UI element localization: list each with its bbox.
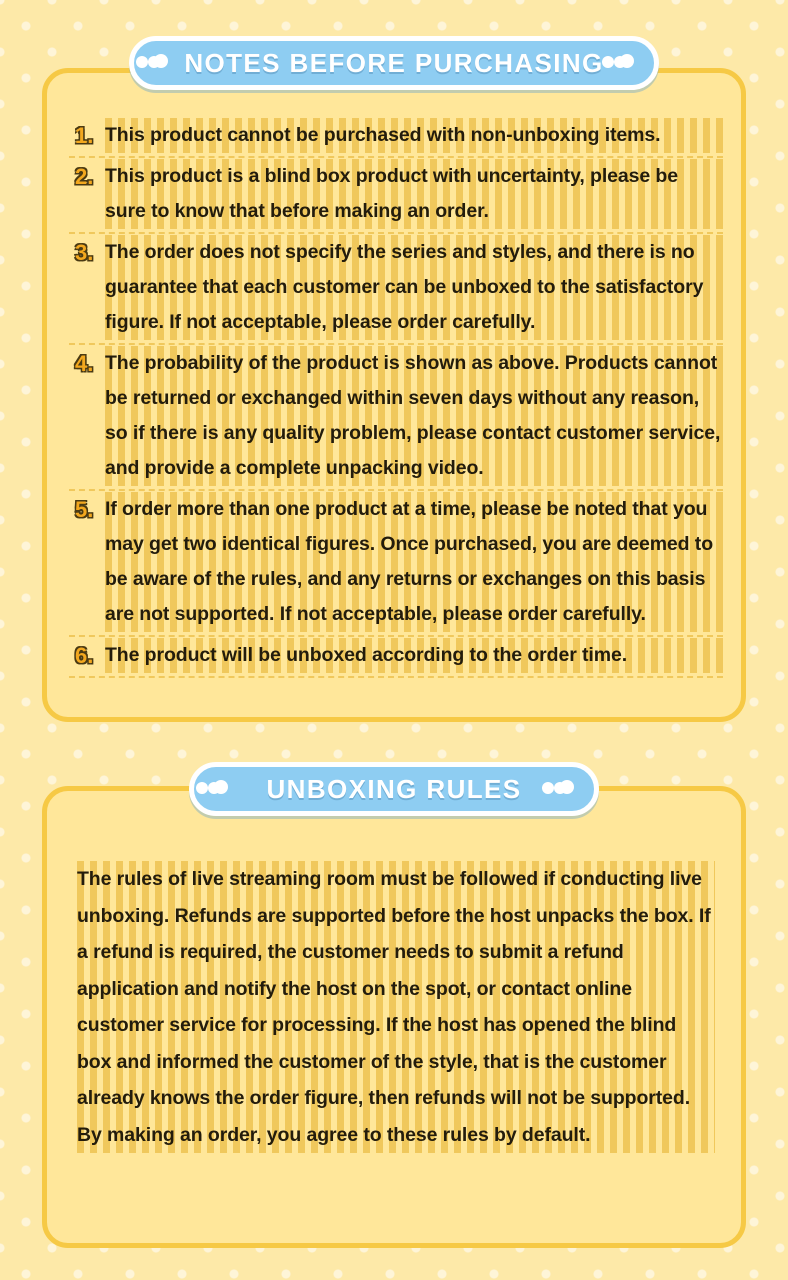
- list-item-number: 3.: [75, 240, 94, 265]
- list-item: [69, 491, 723, 637]
- rules-title-banner: [189, 762, 599, 816]
- cloud-icon: [614, 54, 640, 72]
- cloud-icon: [148, 54, 174, 72]
- list-item: [69, 234, 723, 345]
- rules-card: [42, 786, 746, 1248]
- list-item-number: 5.: [75, 497, 94, 522]
- list-item-text: The product will be unboxed according to the order time.: [105, 638, 723, 673]
- list-item-number: 2.: [75, 164, 94, 189]
- list-item-text: This product is a blind box product with uncertainty, please be sure to know that before making an order.: [105, 159, 723, 229]
- notes-card: [42, 68, 746, 722]
- list-item: [69, 637, 723, 678]
- notes-title-banner: [129, 36, 659, 90]
- page-title: NOTES BEFORE PURCHASING: [184, 47, 604, 78]
- list-item-text: This product cannot be purchased with non-unboxing items.: [105, 118, 723, 153]
- list-item: [69, 158, 723, 234]
- cloud-icon: [208, 780, 234, 798]
- list-item-text: If order more than one product at a time, please be noted that you may get two identical figures. Once purchased, you are deemed to be aware of the rules, and any returns or exchanges on this basis are not supported. If not acceptable, please order carefully.: [105, 492, 723, 632]
- list-item-number: 4.: [75, 351, 94, 376]
- cloud-icon: [554, 780, 580, 798]
- list-item: [69, 345, 723, 491]
- list-item-text: The order does not specify the series and styles, and there is no guarantee that each customer can be unboxed to the satisfactory figure. If not acceptable, please order carefully.: [105, 235, 723, 340]
- list-item-number: 1.: [75, 123, 94, 148]
- list-item-number: 6.: [75, 643, 94, 668]
- section-title: UNBOXING RULES: [266, 773, 522, 804]
- list-item: [69, 117, 723, 158]
- rules-body-text: The rules of live streaming room must be followed if conducting live unboxing. Refunds are supported before the host unpacks the box. If a refund is required, the customer needs to submit a refund application and notify the host on the spot, or contact online customer service for processing. If the host has opened the blind box and informed the customer of the style, that is the customer already knows the order figure, then refunds will not be supported. By making an order, you agree to these rules by default.: [77, 861, 715, 1153]
- list-item-text: The probability of the product is shown as above. Products cannot be returned or exchanged within seven days without any reason, so if there is any quality problem, please contact customer service, and provide a complete unpacking video.: [105, 346, 723, 486]
- notes-list: [69, 117, 723, 678]
